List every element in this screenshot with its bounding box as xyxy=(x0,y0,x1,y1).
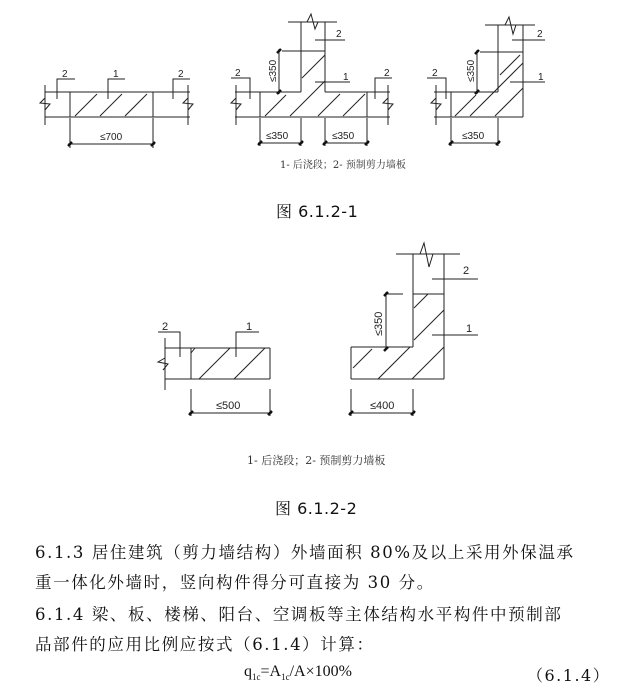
label-2: 2 xyxy=(235,68,241,79)
paragraph-6-1-4-line2: 品部件的应用比例应按式（6.1.4）计算： xyxy=(35,635,375,654)
l-wall-diagram xyxy=(427,17,545,146)
dim-350-vertical: ≤350 xyxy=(466,59,477,82)
label-2: 2 xyxy=(178,69,184,80)
paragraph-6-1-3-line2: 重一体化外墙时，竖向构件得分可直接为 30 分。 xyxy=(35,573,435,592)
formula-q: q xyxy=(244,663,252,680)
corner-wall-diagram xyxy=(349,243,478,416)
dim-350-vertical: ≤350 xyxy=(373,311,385,336)
dim-400: ≤400 xyxy=(370,400,395,412)
dim-350: ≤350 xyxy=(332,131,355,142)
end-wall-diagram xyxy=(158,332,272,416)
label-1: 1 xyxy=(343,72,349,83)
formula-q-sub: 1c xyxy=(252,672,261,683)
dim-350-vertical: ≤350 xyxy=(268,59,279,82)
label-2: 2 xyxy=(463,265,470,277)
label-2: 2 xyxy=(336,29,342,40)
dim-700: ≤700 xyxy=(100,132,123,143)
label-2: 2 xyxy=(62,69,68,80)
label-1: 1 xyxy=(466,323,473,335)
figure2-legend: 1- 后浇段；2- 预制剪力墙板 xyxy=(247,454,386,467)
label-1: 1 xyxy=(538,72,544,83)
paragraph-6-1-4-line1: 6.1.4 梁、板、楼梯、阳台、空调板等主体结构水平构件中预制部 xyxy=(35,605,563,624)
label-1: 1 xyxy=(246,321,253,333)
dim-350: ≤350 xyxy=(462,131,485,142)
label-2: 2 xyxy=(432,68,438,79)
dim-500: ≤500 xyxy=(216,400,241,412)
label-2: 2 xyxy=(384,68,390,79)
figure2-title: 图 6.1.2-2 xyxy=(275,499,358,518)
formula-rest: /A×100% xyxy=(289,663,352,680)
figure1-legend: 1- 后浇段；2- 预制剪力墙板 xyxy=(280,160,406,171)
paragraph-6-1-3-line1: 6.1.3 居住建筑（剪力墙结构）外墙面积 80%及以上采用外保温承 xyxy=(35,543,575,562)
figure1-title: 图 6.1.2-1 xyxy=(276,202,359,221)
label-1: 1 xyxy=(113,69,119,80)
t-wall-diagram xyxy=(231,14,393,146)
formula-a-sub: 1c xyxy=(281,672,290,683)
label-2: 2 xyxy=(537,29,543,40)
label-2: 2 xyxy=(162,321,169,333)
formula xyxy=(244,663,352,682)
equation-number: （6.1.4） xyxy=(527,666,611,685)
dim-350: ≤350 xyxy=(266,131,289,142)
formula-a: =A xyxy=(260,663,282,680)
